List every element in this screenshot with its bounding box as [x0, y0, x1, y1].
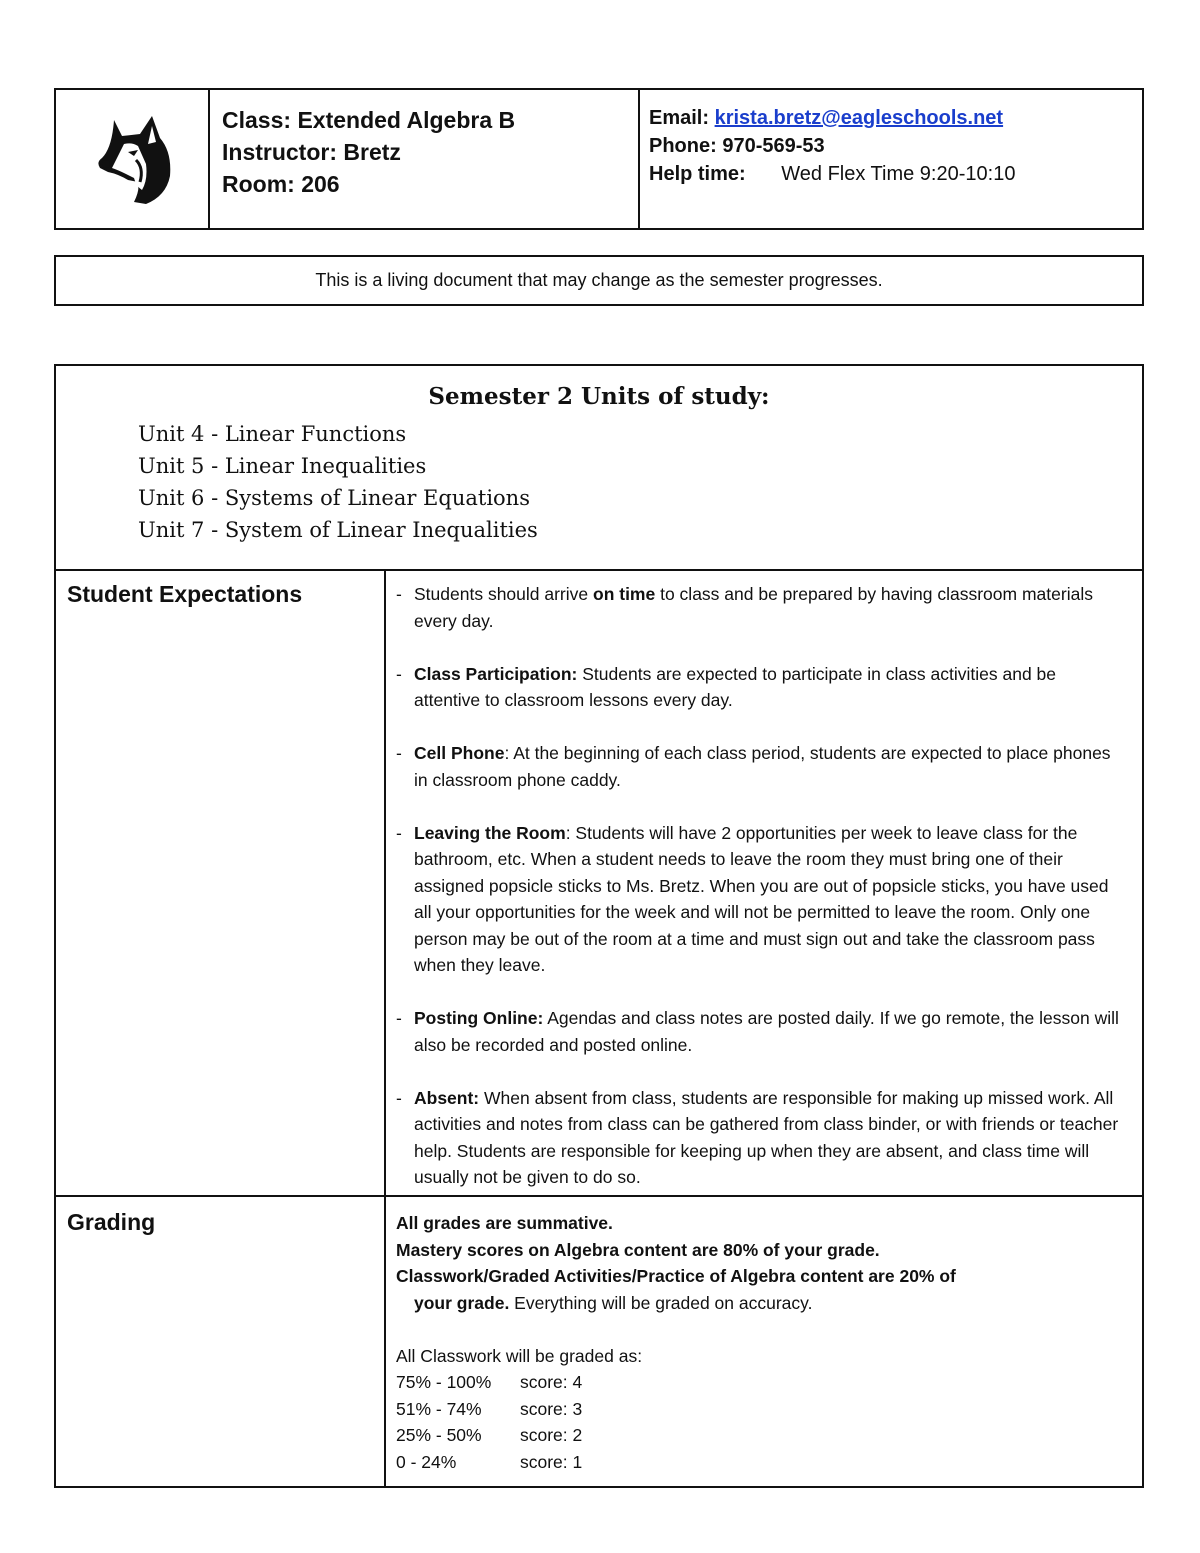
email-line	[649, 104, 1142, 132]
grading-text: Everything will be graded on accuracy.	[509, 1292, 813, 1313]
logo-cell	[56, 90, 210, 228]
expectation-item: - Posting Online: Agendas and class notes are posted daily. If we go remote, the lesson will also be recorded and posted online.	[396, 1008, 1119, 1055]
units-list	[138, 418, 1142, 546]
grading-body	[386, 1197, 1142, 1486]
score-range: 51% - 74%	[396, 1398, 482, 1419]
score-row	[396, 1396, 1126, 1423]
help-time-label: Help time:	[649, 163, 746, 185]
expectation-text: : Students will have 2 opportunities per week to leave class for the bathroom, etc. When a student needs to leave the room they must bring one of their assigned popsicle sticks to Ms. Bretz. When you are out of popsicle sticks, you have used all your opportunities for the week and will not be permitted to leave the room. Only one person may be out of the room at a time and must sign out and take the classroom pass when they leave.	[414, 822, 1109, 975]
student-expectations-body	[386, 569, 1142, 1195]
unit-item: Unit 4 - Linear Functions	[138, 422, 407, 446]
score-row	[396, 1449, 1126, 1476]
grading-heading: Grading	[56, 1197, 386, 1486]
email-link[interactable]: krista.bretz@eagleschools.net	[714, 107, 1004, 129]
living-document-notice: This is a living document that may change as the semester progresses.	[54, 255, 1144, 306]
expectation-emphasis: on time	[593, 584, 656, 604]
grading-line	[396, 1290, 1126, 1317]
grading-line: Classwork/Graded Activities/Practice of Algebra content are 20% of	[396, 1266, 956, 1286]
instructor-label: Instructor:	[222, 139, 337, 165]
class-line	[222, 104, 638, 136]
expectation-text: : At the beginning of each class period, students are expected to place phones in classroom phone caddy.	[414, 743, 1111, 790]
grading-line: Mastery scores on Algebra content are 80% of your grade.	[396, 1239, 880, 1260]
header-table	[54, 88, 1144, 230]
score-range: 75% - 100%	[396, 1372, 492, 1392]
expectation-text: Agendas and class notes are posted daily. If we go remote, the lesson will also be recorded and posted online.	[414, 1008, 1119, 1055]
expectation-heading: Cell Phone	[414, 743, 505, 763]
score-value: score: 1	[520, 1451, 583, 1472]
expectation-heading: Leaving the Room	[414, 822, 566, 843]
phone-line	[649, 132, 1142, 160]
expectation-item: - Absent: When absent from class, students are responsible for making up missed work. All activities and notes from class can be gathered from class binder, or with friends or teacher help. Students are responsible for keeping up when they are absent, and class time will usually not be given to do so.	[396, 1087, 1119, 1187]
expectation-heading: Absent:	[414, 1087, 480, 1108]
score-row	[396, 1369, 1126, 1396]
expectation-item: - Students should arrive on time to class and be prepared by having classroom materials every day.	[396, 584, 1093, 631]
class-value: Extended Algebra B	[297, 107, 516, 133]
units-title: Semester 2 Units of study:	[428, 383, 770, 410]
expectation-heading: Posting Online:	[414, 1008, 544, 1028]
units-section	[56, 366, 1142, 571]
grading-line: All grades are summative.	[396, 1213, 613, 1233]
score-value: score: 3	[520, 1398, 583, 1419]
help-time-line	[649, 160, 1142, 188]
contact-info-cell	[640, 90, 1142, 228]
room-value: 206	[301, 171, 340, 197]
expectation-item: - Class Participation: Students are expected to participate in class activities and be attentive to classroom lessons every day.	[396, 663, 1057, 710]
instructor-value: Bretz	[343, 139, 401, 165]
expectation-item: - Cell Phone: At the beginning of each class period, students are expected to place phones in classroom phone caddy.	[396, 743, 1111, 790]
husky-logo-icon	[56, 90, 210, 228]
room-line	[222, 168, 638, 200]
expectation-text: to class and be prepared by having classroom materials every day.	[414, 584, 1093, 631]
phone-label: Phone:	[649, 135, 717, 157]
expectation-text: When absent from class, students are responsible for making up missed work. All activities and notes from class can be gathered from class binder, or with friends or teacher help. Students are responsible for keeping up when they are absent, and class time will usually not be given to do so.	[414, 1087, 1119, 1187]
room-label: Room:	[222, 171, 295, 197]
email-label: Email:	[649, 107, 710, 129]
score-row	[396, 1422, 1126, 1449]
score-value: score: 2	[520, 1425, 583, 1445]
unit-item: Unit 6 - Systems of Linear Equations	[138, 486, 530, 510]
score-range: 25% - 50%	[396, 1425, 482, 1445]
expectation-heading: Class Participation:	[414, 663, 578, 684]
score-value: score: 4	[520, 1372, 583, 1392]
unit-item: Unit 5 - Linear Inequalities	[138, 454, 427, 478]
expectation-text: Students should arrive	[414, 584, 593, 604]
score-range: 0 - 24%	[396, 1451, 457, 1472]
instructor-line	[222, 136, 638, 168]
grading-scale-intro: All Classwork will be graded as:	[396, 1345, 643, 1366]
unit-item: Unit 7 - System of Linear Inequalities	[138, 518, 538, 542]
class-label: Class:	[222, 107, 292, 133]
expectation-text: Students are expected to participate in class activities and be attentive to classroom lessons every day.	[414, 663, 1057, 710]
syllabus-table	[54, 364, 1144, 1488]
expectation-item: - Leaving the Room: Students will have 2 opportunities per week to leave class for the bathroom, etc. When a student needs to leave the room they must bring one of their assigned popsicle sticks to Ms. Bretz. When you are out of popsicle sticks, you have used all your opportunities for the week and will not be permitted to leave the room. Only one person may be out of the room at a time and must sign out and take the classroom pass when they leave.	[396, 822, 1109, 975]
class-info-cell	[210, 90, 640, 228]
student-expectations-heading: Student Expectations	[56, 569, 386, 1195]
help-time-value: Wed Flex Time 9:20-10:10	[781, 163, 1016, 185]
phone-value: 970-569-53	[722, 135, 825, 157]
grading-emphasis: your grade.	[414, 1292, 510, 1313]
